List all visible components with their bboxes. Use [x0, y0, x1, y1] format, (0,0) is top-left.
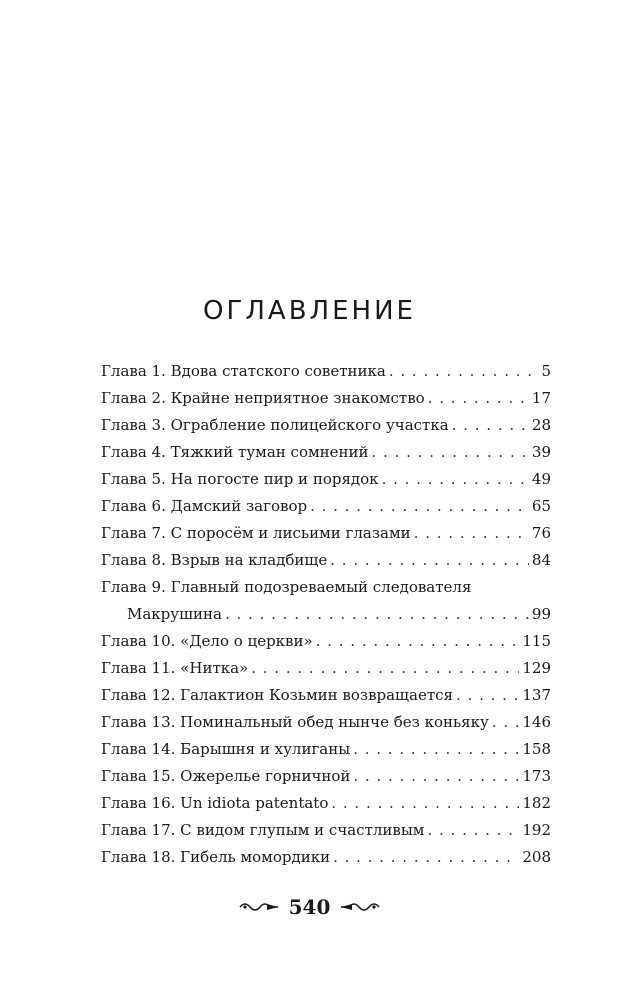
- page-number: 540: [288, 895, 331, 919]
- toc-entry: [101, 682, 551, 709]
- toc-entry: [101, 601, 551, 628]
- toc-entry: [101, 385, 551, 412]
- dot-leader: [414, 520, 529, 547]
- table-of-contents: [101, 358, 551, 871]
- toc-entry-title: Глава 2. Крайне неприятное знакомство: [101, 389, 425, 407]
- toc-entry-page: 158: [522, 740, 551, 758]
- toc-entry: [101, 412, 551, 439]
- toc-entry-title: Глава 3. Ограбление полицейского участка: [101, 416, 449, 434]
- toc-entry-page: 99: [531, 605, 551, 623]
- dot-leader: [251, 655, 519, 682]
- dot-leader: [330, 547, 529, 574]
- toc-entry-title: Глава 18. Гибель момордики: [101, 848, 331, 866]
- toc-entry-title-line2: Макрушина: [127, 605, 222, 623]
- toc-entry-page: 17: [531, 389, 551, 407]
- toc-entry-title: Глава 6. Дамский заговор: [101, 497, 308, 515]
- toc-entry-page: 76: [531, 524, 551, 542]
- toc-entry-title: Глава 10. «Дело о церкви»: [101, 632, 313, 650]
- toc-entry: [101, 466, 551, 493]
- toc-entry-page: 5: [541, 362, 551, 380]
- toc-entry-title: Глава 12. Галактион Козьмин возвращается: [101, 686, 453, 704]
- toc-entry: [101, 493, 551, 520]
- toc-entry-title: Глава 1. Вдова статского советника: [101, 362, 386, 380]
- page-footer: [0, 895, 619, 919]
- toc-entry: [101, 655, 551, 682]
- toc-entry-page: 192: [522, 821, 551, 839]
- dot-leader: [389, 358, 539, 385]
- scroll-ornament-icon: [239, 900, 279, 914]
- toc-entry: [101, 439, 551, 466]
- toc-entry: [101, 520, 551, 547]
- dot-leader: [333, 844, 519, 871]
- toc-entry-page: 65: [531, 497, 551, 515]
- dot-leader: [372, 439, 529, 466]
- toc-entry-page: 173: [522, 767, 551, 785]
- dot-leader: [353, 763, 519, 790]
- toc-entry-title: Глава 8. Взрыв на кладбище: [101, 551, 328, 569]
- toc-entry-title: Глава 16. Un idiota patentato: [101, 794, 329, 812]
- toc-entry: [101, 709, 551, 736]
- toc-entry: [101, 844, 551, 871]
- dot-leader: [225, 601, 529, 628]
- toc-entry-page: 115: [522, 632, 551, 650]
- dot-leader: [310, 493, 529, 520]
- scroll-ornament-icon: [340, 900, 380, 914]
- toc-entry-title: Глава 13. Поминальный обед нынче без коньяку: [101, 713, 489, 731]
- dot-leader: [382, 466, 529, 493]
- toc-entry-page: 182: [522, 794, 551, 812]
- toc-entry: [101, 358, 551, 385]
- dot-leader: [331, 790, 519, 817]
- dot-leader: [428, 385, 529, 412]
- toc-entry-page: 146: [522, 713, 551, 731]
- toc-entry-page: 137: [522, 686, 551, 704]
- toc-entry-page: 129: [522, 659, 551, 677]
- toc-entry: [101, 628, 551, 655]
- toc-entry-title: Глава 14. Барышня и хулиганы: [101, 740, 351, 758]
- dot-leader: [427, 817, 519, 844]
- toc-entry: [101, 817, 551, 844]
- toc-entry-title-line1: Глава 9. Главный подозреваемый следователя: [101, 578, 472, 596]
- toc-entry-title: Глава 15. Ожерелье горничной: [101, 767, 351, 785]
- toc-entry-title: Глава 4. Тяжкий туман сомнений: [101, 443, 369, 461]
- dot-leader: [452, 412, 529, 439]
- toc-entry: [101, 547, 551, 574]
- toc-entry: [101, 790, 551, 817]
- toc-entry: [101, 763, 551, 790]
- toc-entry-title: Глава 11. «Нитка»: [101, 659, 249, 677]
- dot-leader: [492, 709, 520, 736]
- toc-entry-page: 39: [531, 443, 551, 461]
- toc-entry-title: Глава 7. С поросём и лисьими глазами: [101, 524, 411, 542]
- toc-entry: [101, 736, 551, 763]
- toc-entry-title: Глава 17. С видом глупым и счастливым: [101, 821, 425, 839]
- dot-leader: [316, 628, 520, 655]
- toc-entry-page: 208: [522, 848, 551, 866]
- toc-entry-page: 49: [531, 470, 551, 488]
- dot-leader: [353, 736, 519, 763]
- toc-entry-page: 84: [531, 551, 551, 569]
- page-title: ОГЛАВЛЕНИЕ: [203, 296, 416, 326]
- toc-entry-title: Глава 5. На погосте пир и порядок: [101, 470, 379, 488]
- dot-leader: [456, 682, 519, 709]
- toc-entry-page: 28: [531, 416, 551, 434]
